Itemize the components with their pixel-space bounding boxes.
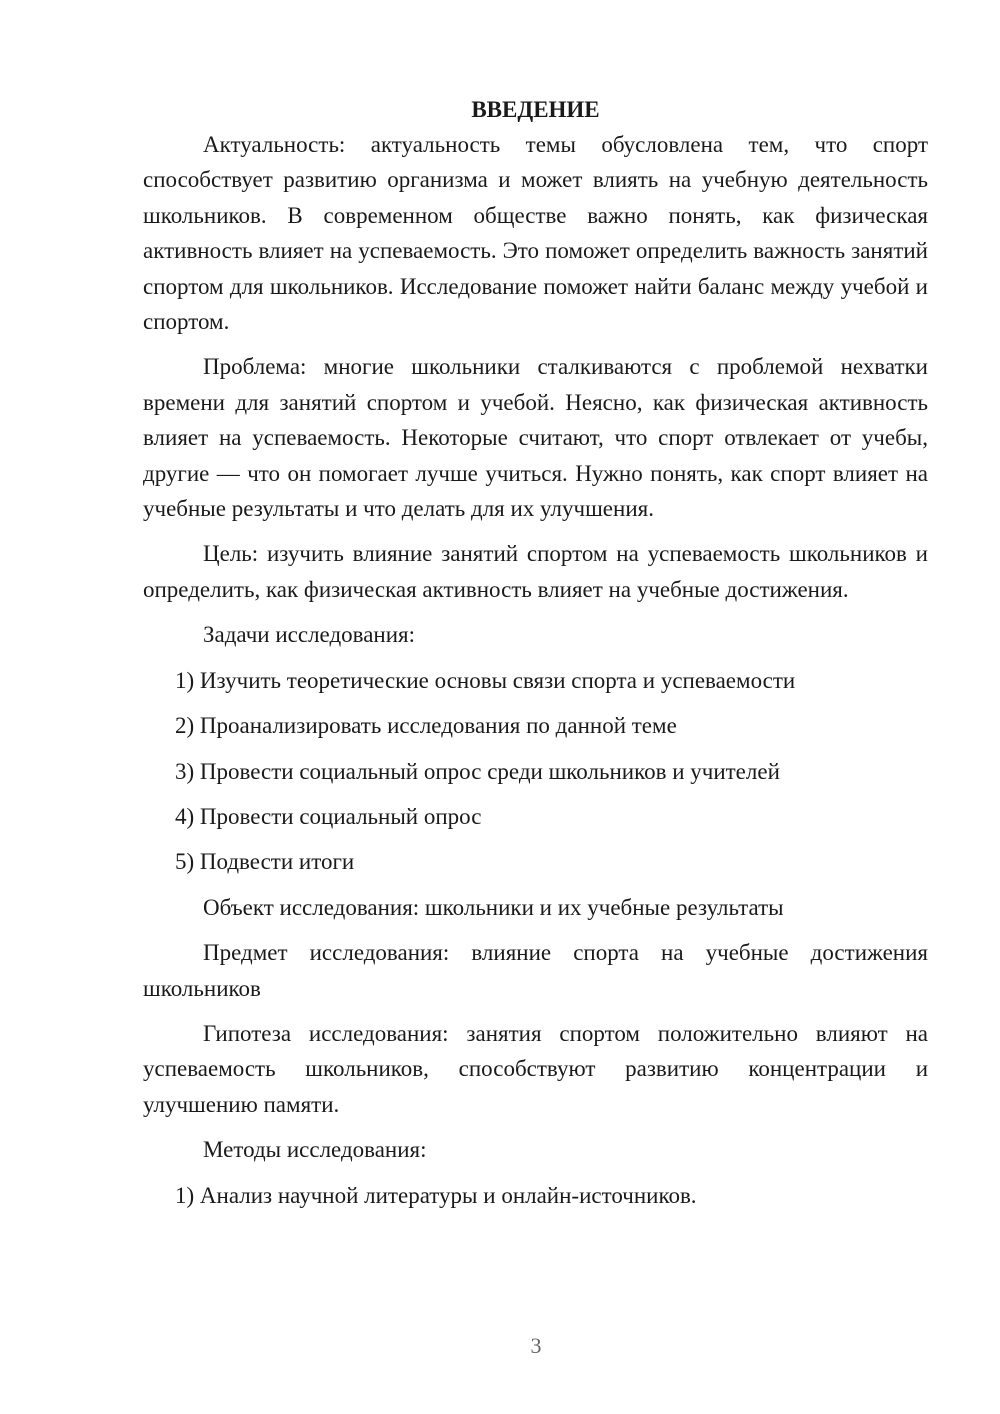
task-item: 5) Подвести итоги <box>175 849 355 875</box>
tasks-heading: Задачи исследования: <box>203 622 416 648</box>
task-item: 1) Изучить теоретические основы связи спорта и успеваемости <box>175 667 796 693</box>
task-item: 2) Проанализировать исследования по данной теме <box>175 713 677 739</box>
task-item: 3) Провести социальный опрос среди школьников и учителей <box>175 758 780 784</box>
method-item: 1) Анализ научной литературы и онлайн-источников. <box>175 1182 697 1208</box>
methods-heading: Методы исследования: <box>203 1137 427 1163</box>
paragraph-hypothesis: Гипотеза исследования: занятия спортом положительно влияют на успеваемость школьников, способствуют развитию концентрации и улучшению памяти. <box>143 1020 928 1117</box>
page-number: 3 <box>530 1333 542 1358</box>
paragraph-problem: Проблема: многие школьники сталкиваются с проблемой нехватки времени для занятий спортом и учебой. Неясно, как физическая активность влияет на успеваемость. Некоторые считают, что спорт отвлекает от учебы, другие — что он помогает лучше учиться. Нужно понять, как спорт влияет на учебные результаты и что делать для их улучшения. <box>143 354 928 522</box>
paragraph-subject: Предмет исследования: влияние спорта на учебные достижения школьников <box>143 940 928 1001</box>
page-title: ВВЕДЕНИЕ <box>471 97 600 122</box>
paragraph-goal: Цель: изучить влияние занятий спортом на успеваемость школьников и определить, как физическая активность влияет на учебные достижения. <box>143 541 928 602</box>
document-body <box>143 92 928 1213</box>
paragraph-object: Объект исследования: школьники и их учебные результаты <box>203 894 784 920</box>
task-item: 4) Провести социальный опрос <box>175 803 482 829</box>
paragraph-relevance: Актуальность: актуальность темы обусловлена тем, что спорт способствует развитию организма и может влиять на учебную деятельность школьников. В современном обществе важно понять, как физическая активность влияет на успеваемость. Это поможет определить важность занятий спортом для школьников. Исследование поможет найти баланс между учебой и спортом. <box>143 132 928 335</box>
